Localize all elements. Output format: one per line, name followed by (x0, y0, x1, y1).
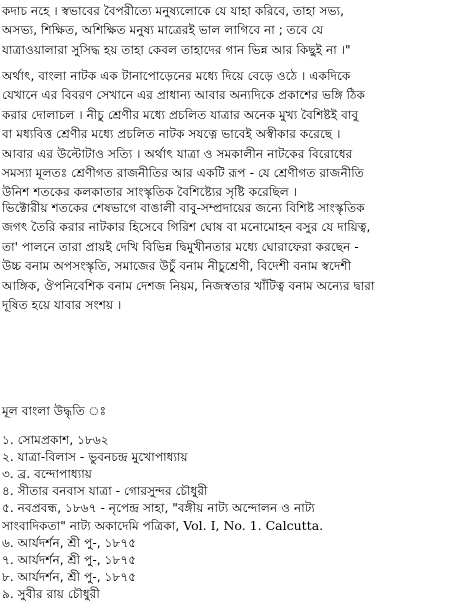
text-line: সমস্যা মূলতঃ শ্রেণীগত রাজনীতির আর একটি রূপ - যে শ্রেণীগত রাজনীতি (2, 166, 364, 181)
reference-line: ১. সোমপ্রকাশ, ১৮৬২ (2, 433, 109, 447)
text-line: অর্থাৎ, বাংলা নাটক এক টানাপোড়েনের মধ্যে দিয়ে বেড়ে ওঠে । একদিকে (2, 69, 351, 83)
reference-item (2, 432, 454, 449)
references-list (2, 432, 454, 603)
reference-line: ৬. আর্যদর্শন, শ্রী পু-, ১৮৭৫ (2, 536, 137, 550)
paragraph-quote-end (2, 2, 351, 60)
reference-item (2, 586, 454, 603)
reference-line: ৩. ব্র. বন্দোপাধ্যায় (2, 467, 92, 481)
text-line: করার দোলাচল । নীচু শ্রেণীর মধ্যে প্রচলিত যাত্রার অনেক মুখ্য বৈশিষ্টই বাবু (2, 107, 359, 122)
text-line: তা' পালনে তারা প্রায়ই দেখি বিভিন্ন দ্বিমুখীনতার মধ্যে ঘোরাফেরা করছেন - (2, 239, 359, 254)
reference-line: ৯. সুবীর রায় চৌধুরী (2, 587, 100, 601)
text-line: বা মধ্যবিত্ত শ্রেণীর মধ্যে প্রচলিত নাটক সযত্নে ভাবেই অস্বীকার করেছে । (2, 127, 341, 142)
text-line: যেখানে এর বিবরণ সেখানে এর প্রাধান্য আবার অন্যদিকে প্রকাশের ভঙ্গি ঠিক (2, 88, 366, 103)
text-line: উচ্চ বনাম অপসংস্কৃতি, সমাজের উচুঁ বনাম নীচুশ্রেণী, বিদেশী বনাম স্বদেশী (2, 259, 352, 274)
text-line: দূষিত হয়ে যাবার সংশয় । (2, 298, 122, 313)
text-line: জগৎ তৈরি করার নাটকার হিসেবে গিরিশ ঘোষ বা মনোমোহন বসুর যে দায়িত্ব, (2, 220, 371, 235)
reference-citation: Vol. I, No. 1. Calcutta. (179, 518, 324, 533)
text-line: অসভ্য, শিক্ষিত, অশিক্ষিত মনুষ্য মাত্রেরই ভাল লাগিবে না ; তবে যে (2, 23, 324, 38)
text-line: কদাচ নহে । স্বভাবের বৈপরীত্যে মনুষ্যলোকে যে যাহা করিবে, তাহা সভ্য, (2, 4, 344, 18)
reference-item (2, 569, 454, 586)
reference-item (2, 535, 454, 552)
reference-line: ২. যাত্রা-বিলাস - ভুবনচন্দ্র মুখোপাধ্যায় (2, 450, 188, 464)
paragraph-victorian (2, 199, 375, 315)
text-line: ভিক্টোরীয় শতকের শেষভাগে বাঙালী বাবু-সম্প্রদায়ের জন্যে বিশিষ্ট সাংস্কৃতিক (2, 201, 365, 215)
reference-item (2, 552, 454, 569)
text-line: যাত্রাওয়ালারা সুসিদ্ধ হয় তাহা কেবল তাহাদের গান ভিন্ন আর কিছুই না ।" (2, 42, 351, 57)
reference-line-text: সাংবাদিকতা" নাট্য অকাদেমি পত্রিকা, (2, 519, 180, 533)
reference-line (2, 517, 454, 535)
reference-item (2, 449, 454, 466)
reference-line: ৭. আর্যদর্শন, শ্রী পু-, ১৮৭৫ (2, 553, 137, 567)
reference-item (2, 500, 454, 535)
reference-item (2, 466, 454, 483)
references-heading: মূল বাংলা উদ্ধৃতি ঃ (2, 404, 107, 418)
text-line: উনিশ শতকের কলকাতার সাংস্কৃতিক বৈশিষ্ট্যের সৃষ্টি করেছিল । (2, 185, 298, 200)
text-line: আঙ্গিক, ঔপনিবেশিক বনাম দেশজ নিয়ম, নিজস্বতার খাঁটিত্ব বনাম অন্যের দ্বারা (2, 278, 375, 293)
reference-line: ৮. আর্যদর্শন, শ্রী পু-, ১৮৭৫ (2, 570, 137, 584)
paragraph-tension (2, 67, 365, 203)
reference-item (2, 483, 454, 500)
reference-line: ৫. নবপ্রবন্ধ, ১৮৬৭ - নৃপেন্দ্র সাহা, "বঙ্গীয় নাট্য অন্দোলন ও নাট্য (2, 501, 315, 515)
reference-line: ৪. সীতার বনবাস যাত্রা - গোরসুন্দর চৌধুরী (2, 484, 208, 498)
text-line: আবার এর উল্টোটাও সত্যি । অর্থাৎ যাত্রা ও সমকালীন নাটকের বিরোধের (2, 146, 353, 161)
